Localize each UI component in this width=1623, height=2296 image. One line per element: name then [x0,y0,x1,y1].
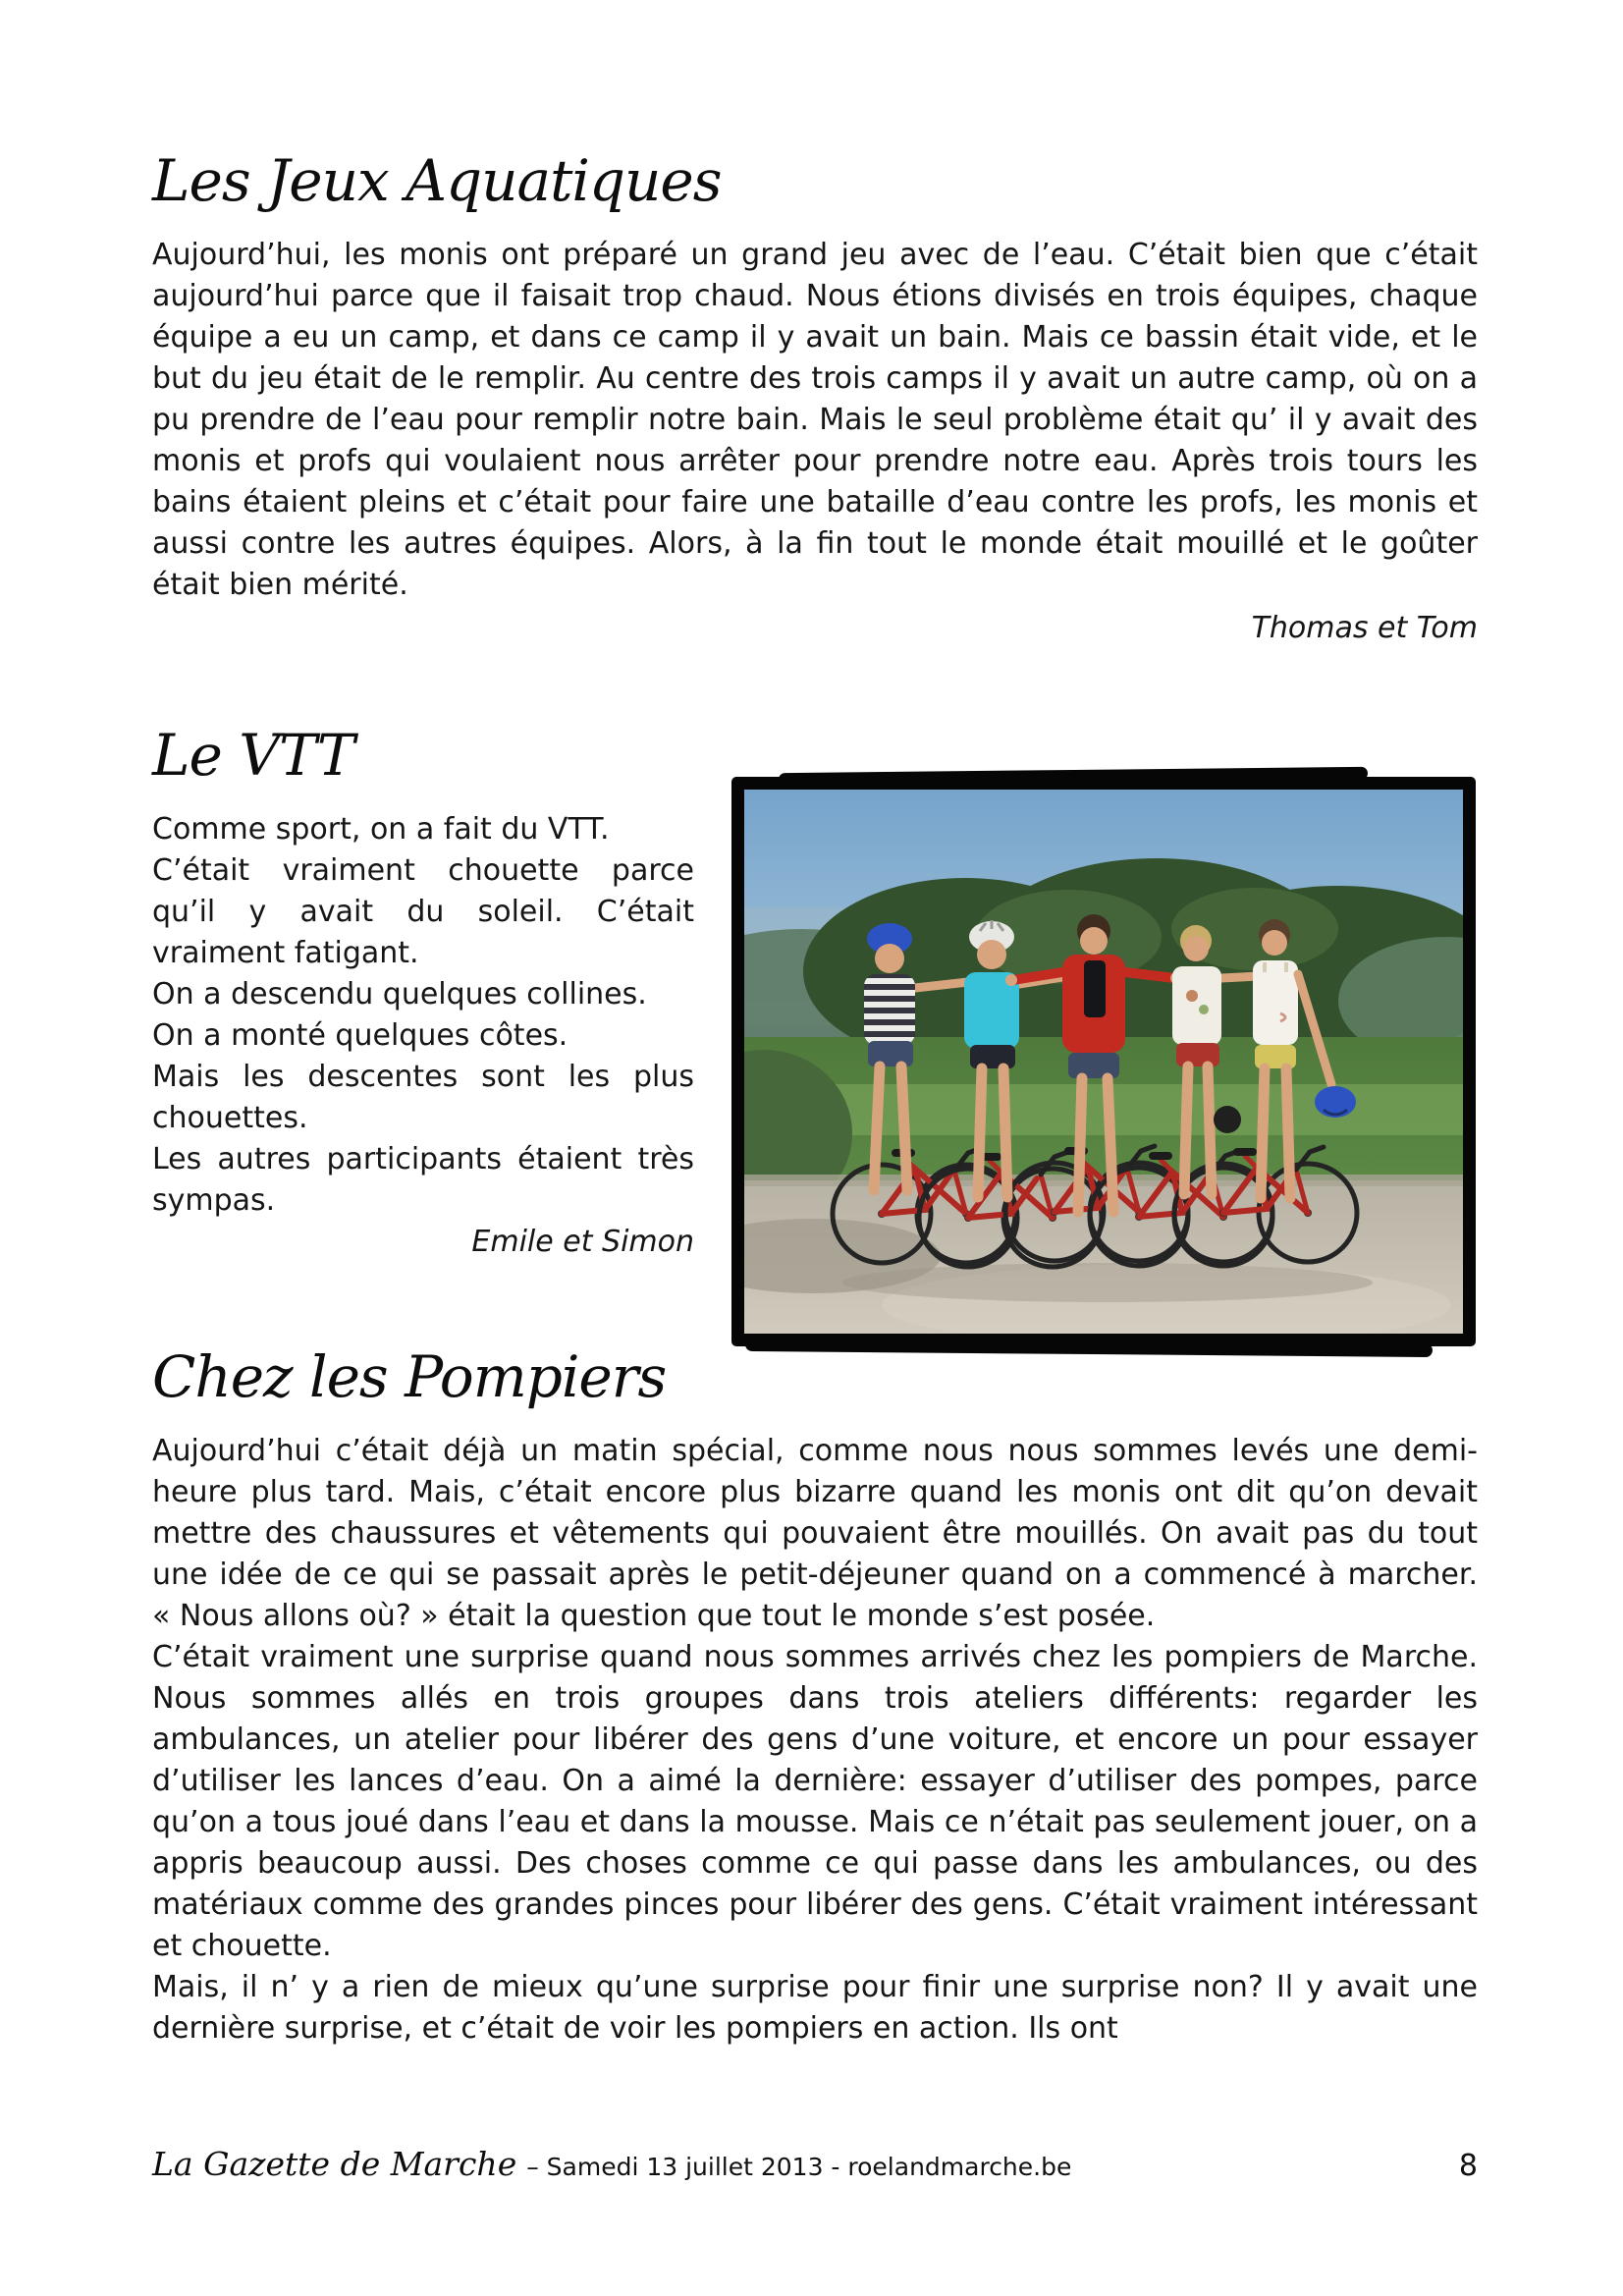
vtt-photo [744,790,1463,1334]
article-author-le-vtt: Emile et Simon [471,1224,694,1259]
page-number: 8 [1458,2149,1478,2183]
article-chez-les-pompiers [152,1341,1478,2050]
article-jeux-aquatiques [152,145,1478,649]
footer-left [152,2145,1071,2183]
vtt-line: Mais les descentes sont les plus chouettes. [152,1059,694,1135]
footer-date-line: – Samedi 13 juillet 2013 - roelandmarche.be [526,2153,1072,2181]
vtt-photo-frame [731,777,1476,1346]
pompiers-paragraph: C’était vraiment une surprise quand nous sommes arrivés chez les pompiers de Marche. Nous sommes allés en trois groupes dans trois ateliers différents: regarder les ambulances, un atelier pour libérer des gens d’une voiture, et encore un pour essayer d’utiliser les lances d’eau. On a aimé la dernière: essayer d’utiliser des pompes, parce qu’on a tous joué dans l’eau et dans la mousse. Mais ce n’était pas seulement jouer, on a appris beaucoup aussi. Des choses comme ce qui passe dans les ambulances, ou des matériaux comme des grandes pinces pour libérer des gens. C’était vraiment intéressant et chouette. [152,1639,1478,1963]
newsletter-title: La Gazette de Marche [152,2145,517,2183]
article-title-jeux-aquatiques: Les Jeux Aquatiques [152,147,722,214]
pompiers-paragraph: Mais, il n’ y a rien de mieux qu’une surprise pour finir une surprise non? Il y avait une dernière surprise, et c’était de voir les pompiers en action. Ils ont [152,1969,1478,2046]
photo-shadow [842,1263,1373,1302]
pompiers-paragraph: Aujourd’hui c’était déjà un matin spécial, comme nous nous sommes levés une demi-heure plus tard. Mais, c’était encore plus bizarre quand les monis ont dit qu’on devait mettre des chaussures et vêtements qui pouvaient être mouillés. On avait pas du tout une idée de ce qui se passait après le petit-déjeuner quand on a commencé à marcher. « Nous allons où? » était la question que tout le monde s’est posée. [152,1433,1478,1633]
vtt-line: Les autres participants étaient très sympas. [152,1141,694,1218]
article-le-vtt [152,720,1478,1388]
vtt-line: On a monté quelques côtes. [152,1017,568,1053]
vtt-line: On a descendu quelques collines. [152,976,647,1011]
vtt-line: Comme sport, on a fait du VTT. [152,811,610,847]
article-author-jeux-aquatiques: Thomas et Tom [1251,610,1478,645]
page-footer [152,2145,1478,2183]
article-title-le-vtt: Le VTT [152,722,354,789]
article-body-jeux-aquatiques: Aujourd’hui, les monis ont préparé un grand jeu avec de l’eau. C’était bien que c’était aujourd’hui parce que il faisait trop chaud. Nous étions divisés en trois équipes, chaque équipe a eu un camp, et dans ce camp il y avait un bain. Mais ce bassin était vide, et le but du jeu était de le remplir. Au centre des trois camps il y avait un autre camp, où on a pu prendre de l’eau pour remplir notre bain. Mais le seul problème était qu’ il y avait des monis et profs qui voulaient nous arrêter pour prendre notre eau. Après trois tours les bains étaient pleins et c’était pour faire une bataille d’eau contre les profs, les monis et aussi contre les autres équipes. Alors, à la fin tout le monde était mouillé et le goûter était bien mérité. [152,237,1478,602]
vtt-line: C’était vraiment chouette parce qu’il y avait du soleil. C’était vraiment fatigant. [152,852,694,970]
article-title-chez-les-pompiers: Chez les Pompiers [152,1343,667,1410]
vtt-text-column [152,809,694,1263]
